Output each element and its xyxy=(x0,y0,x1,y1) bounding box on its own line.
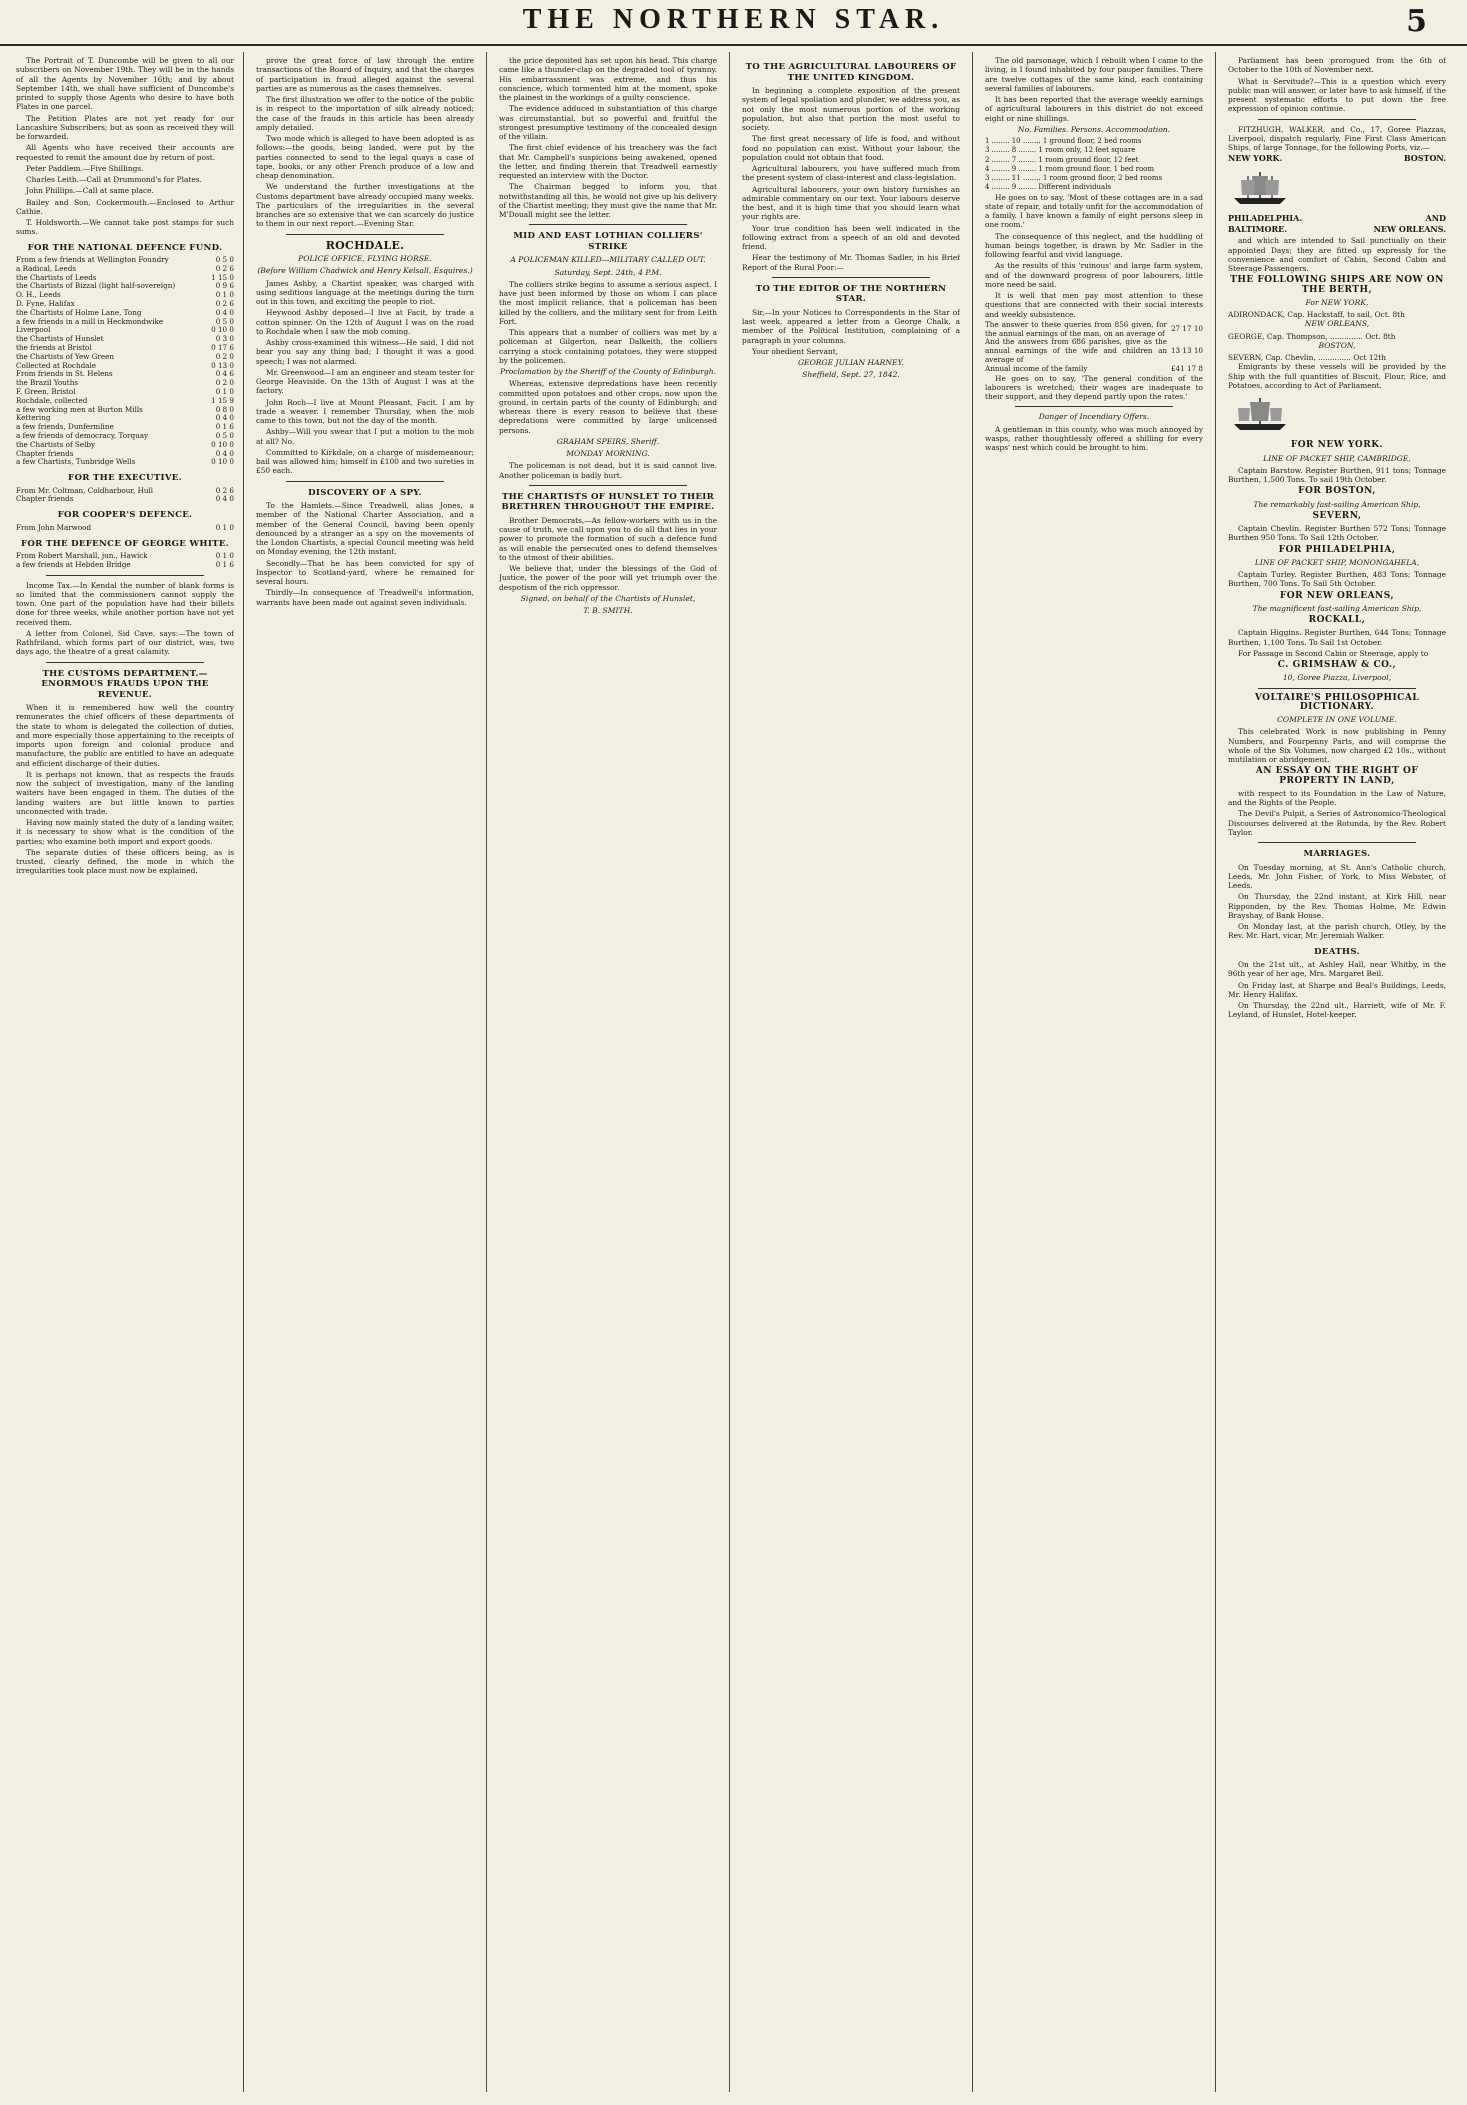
row-amount: 0 2 6 xyxy=(215,298,234,308)
paragraph: What is Servitude?—This is a question which every public man will answer, or later have to ask himself, if the present systematic efforts to put down the free expression of opinion continue. xyxy=(1228,76,1446,114)
table-heading: No. Families. Persons. Accommodation. xyxy=(1017,124,1171,134)
row-amount: £41 17 8 xyxy=(1170,363,1203,373)
row-label: From Robert Marshall, jun., Hawick xyxy=(16,551,148,561)
ship-entry: ADIRONDACK, Cap. Hackstaff, to sail, Oct. 8th xyxy=(1228,310,1405,319)
paragraph: The policeman is not dead, but it is said cannot live. Another policeman is badly hurt. xyxy=(499,461,717,480)
article-heading: TO THE AGRICULTURAL LABOURERS OF THE UNITED KINGDOM. xyxy=(745,62,957,83)
row-amount: 0 4 0 xyxy=(215,413,234,423)
paragraph: The first great necessary of life is food, and without food no population can exist. Without your labour, the population could not obtain that food. xyxy=(742,134,960,162)
column-1 xyxy=(16,56,234,2086)
advertisement: FITZHUGH, WALKER, and Co., 17, Goree Piazzas, Liverpool, dispatch regularly, Fine First Class American Ships, of large Tonnage, for the following Ports, viz.— xyxy=(1228,124,1446,152)
paragraph: Brother Democrats,—As fellow-workers with us in the cause of truth, we call upon you to do all that lies in your power to promote the formation of such a defence fund as will enable the persecuted ones to defend themselves to the utmost of their abilities. xyxy=(499,515,717,562)
ad-heading: FOR PHILADELPHIA, xyxy=(1278,544,1396,555)
paragraph: Whereas, extensive depredations have been recently committed upon potatoes and other crops, now upon the ground, in certain parts of the county of Edinburgh; and whereas there is every reason to believe that these depredations were committed by large unlicensed persons. xyxy=(499,379,717,435)
row-amount: 0 1 0 xyxy=(215,386,234,396)
sailing-ship-icon xyxy=(1228,168,1292,208)
section-heading: DEATHS. xyxy=(1314,946,1360,957)
advertisement: Captain Turley. Register Burthen, 483 Tons; Tonnage Burthen, 700 Tons. To Sail 5th October. xyxy=(1228,570,1446,589)
ship-list xyxy=(1228,298,1446,363)
article-heading: DISCOVERY OF A SPY. xyxy=(308,487,422,498)
paragraph: Committed to Kirkdale, on a charge of misdemeanour; bail was allowed him; himself in £100 and two sureties in £50 each. xyxy=(256,447,474,476)
table-row xyxy=(16,524,234,533)
article-heading: THE CHARTISTS OF HUNSLET TO THEIR BRETHREN THROUGHOUT THE EMPIRE. xyxy=(501,491,715,513)
advertisement: Emigrants by these vessels will be provided by the Ship with the full quantities of Biscuit, Flour, Rice, and Potatoes, according to Act of Parliament. xyxy=(1228,362,1446,390)
table-row: 4 ........ 9 ........ 1 room ground floor, 1 bed room xyxy=(985,164,1155,173)
row-label: From a few friends at Wellington Foundry xyxy=(16,255,169,264)
agent-address: 10, Goree Piazza, Liverpool, xyxy=(1282,673,1392,683)
table-row: 3 ........ 11 ........ 1 room ground floor, 2 bed rooms xyxy=(985,174,1163,182)
row-label: the Chartists of Bizzal (light half-sovereign) xyxy=(16,281,176,291)
row-label: Chapter friends xyxy=(16,494,74,504)
ad-heading: FOR NEW YORK. xyxy=(1290,440,1384,451)
paragraph: We understand the further investigations at the Customs department have already occupied many weeks. The particulars of the irregularities in the several branches are so extensive that we can scarcely do justice to them in our next report.—Evening Star. xyxy=(256,182,474,229)
paragraph: Ashby cross-examined this witness—He said, I did not bear you say any thing bad; I thought it was a good speech; I was not alarmed. xyxy=(256,338,474,366)
paragraph: A gentleman in this county, who was much annoyed by wasps, rather thoughtlessly offered a shilling for every wasps' nest which could be brought to him. xyxy=(985,424,1203,453)
notice: Peter Paddlem.—Five Shillings. xyxy=(26,163,144,173)
row-amount: 0 5 0 xyxy=(215,316,234,326)
port-name: AND xyxy=(1425,212,1446,223)
row-amount: 0 10 0 xyxy=(211,457,234,467)
row-amount: 13 13 10 xyxy=(1170,346,1203,356)
paragraph: Heywood Ashby deposed—I live at Facit, by trade a cotton spinner. On the 12th of August I was on the road to Rochdale when I saw the mob coming. xyxy=(256,308,474,336)
ship-entry: SEVERN, Cap. Chevlin, .............. Oct 12th xyxy=(1228,353,1386,362)
advertisement: Captain Barstow. Register Burthen, 911 tons; Tonnage Burthen, 1,500 Tons. To sail 19th October. xyxy=(1228,465,1446,484)
advertisement: For Passage in Second Cabin or Steerage, apply to xyxy=(1238,648,1429,658)
port-name: NEW YORK. xyxy=(1228,153,1283,164)
column-2 xyxy=(256,56,474,2086)
article-subheading: MONDAY MORNING. xyxy=(566,449,650,458)
dateline: Saturday, Sept. 24th, 4 P.M. xyxy=(554,267,662,277)
paragraph: The Petition Plates are not yet ready for our Lancashire Subscribers; but as soon as received they will be forwarded. xyxy=(16,113,234,141)
agent-name: C. GRIMSHAW & CO., xyxy=(1277,660,1397,670)
article-subheading: (Before William Chadwick and Henry Kelsall, Esquires.) xyxy=(257,266,473,276)
notice: On Friday last, at Sharpe and Beal's Buildings, Leeds, Mr. Henry Halifax. xyxy=(1228,980,1446,999)
column-rule xyxy=(486,52,487,2092)
advertisement: The Devil's Pulpit, a Series of Astronomico-Theological Discourses delivered at the Rotunda, by the Rev. Robert Taylor. xyxy=(1228,809,1446,837)
row-label: a few friends at Hebden Bridge xyxy=(16,559,131,569)
row-amount: 0 1 0 xyxy=(215,522,234,532)
advertisement: This celebrated Work is now publishing in Penny Numbers, and Fourpenny Parts, and will comprise the whole of the Six Volumes, now charged £2 10s., without mutilation or abridgement. xyxy=(1228,727,1446,764)
row-amount: 0 1 0 xyxy=(215,290,234,300)
table-row xyxy=(16,458,234,467)
row-amount: 0 8 0 xyxy=(215,404,234,414)
notice: On Monday last, at the parish church, Otley, by the Rev. Mr. Hart, vicar, Mr. Jeremiah Walker. xyxy=(1228,922,1446,941)
table-row: 1 ........ 10 ........ 1 ground floor, 2 bed rooms xyxy=(985,137,1142,145)
row-label: the Chartists of Selby xyxy=(16,439,96,449)
notice: On the 21st ult., at Ashley Hall, near Whitby, in the 96th year of her age, Mrs. Margaret Beil. xyxy=(1228,960,1446,979)
signature: GRAHAM SPEIRS, Sheriff. xyxy=(556,436,660,446)
paragraph: Sir,—In your Notices to Correspondents in the Star of last week, appeared a letter from a George Chalk, a member of the Political Institution, complaining of a paragraph in your columns. xyxy=(742,307,960,345)
column-rule xyxy=(972,52,973,2092)
divider xyxy=(529,224,687,225)
row-label: a Radical, Leeds xyxy=(16,263,77,273)
paragraph: When it is remembered how well the country remunerates the chief officers of these departments of the state to whom is delegated the collection of duties, and more especially those appertaining to the receipts of imports upon foreign and colonial produce and manufacture, the public are entitled to have an adequate and efficient discharge of their duties. xyxy=(16,703,234,768)
paragraph: To the Hamlets.—Since Treadwell, alias Jones, a member of the National Charter Association, and a member of the General Council, having been openly denounced by a stranger as a spy on the movements of the London Chartists, a special Council meeting was held on Monday evening, the 12th instant. xyxy=(256,501,474,557)
row-label: Annual income of the family xyxy=(985,363,1088,373)
row-amount: 0 9 6 xyxy=(215,281,234,291)
paragraph: The Portrait of T. Duncombe will be given to all our subscribers on November 19th. They will be in the hands of all the Agents by November 16th; and by about September 14th, we shall have sufficient of Duncombe's printed to supply those Agents who desire to have both Plates in one parcel. xyxy=(16,56,234,112)
row-label: the Brazil Youths xyxy=(16,378,79,388)
row-label: the Chartists of Holme Lane, Tong xyxy=(16,307,142,317)
row-amount: 0 13 0 xyxy=(211,360,234,370)
paragraph: In beginning a complete exposition of the present system of legal spoliation and plunder, we address you, as not only the most numerous portion of the working population, but also that portion the most useful to society. xyxy=(742,86,960,132)
paragraph: Two mode which is alleged to have been adopted is as follows:—the goods, being landed, were put by the parties connected to send to the legal quays a case of tape, books, or any other French produce of a low and cheap denomination. xyxy=(256,134,474,180)
divider xyxy=(1258,842,1416,843)
row-amount: 0 1 6 xyxy=(215,422,234,432)
paragraph: He goes on to say, 'Most of these cottages are in a sad state of repair, and totally unfit for the accommodation of a family. I have known a family of eight persons sleep in one room.' xyxy=(985,192,1203,230)
row-amount: 0 4 0 xyxy=(215,494,234,504)
notice: Bailey and Son, Cockermouth.—Enclosed to Arthur Cathie. xyxy=(16,197,234,216)
article-heading: THE CUSTOMS DEPARTMENT.—ENORMOUS FRAUDS UPON THE REVENUE. xyxy=(41,668,209,700)
subscription-list xyxy=(16,487,234,505)
row-amount: 0 1 0 xyxy=(215,551,234,561)
port-name: PHILADELPHIA. xyxy=(1228,212,1303,223)
ad-heading: THE FOLLOWING SHIPS ARE NOW ON THE BERTH, xyxy=(1230,275,1444,295)
section-heading: MARRIAGES. xyxy=(1303,849,1371,859)
advertisement: Captain Higgins. Register Burthen, 644 Tons; Tonnage Burthen, 1,100 Tons. To Sail 1st October. xyxy=(1228,628,1446,647)
row-amount: 0 4 0 xyxy=(215,307,234,317)
row-amount: 0 4 0 xyxy=(215,448,234,458)
column-3 xyxy=(499,56,717,2086)
table-row xyxy=(16,495,234,504)
row-amount: 0 10 0 xyxy=(211,325,234,335)
row-amount: 0 2 6 xyxy=(215,263,234,273)
row-amount: 0 17 6 xyxy=(211,342,234,352)
row-label: F. Green, Bristol xyxy=(16,386,76,396)
column-6 xyxy=(1228,56,1446,2086)
paragraph: As the results of this 'ruinous' and large farm system, and of the downward progress of poor labourers, little more need be said. xyxy=(985,261,1203,289)
row-label: From Mr. Coltman, Coldharbour, Hull xyxy=(16,485,154,495)
row-amount: 0 2 6 xyxy=(215,485,234,495)
paragraph: Hear the testimony of Mr. Thomas Sadler, in his Brief Report of the Rural Poor:— xyxy=(742,253,960,272)
paragraph: Mr. Greenwood—I am an engineer and steam tester for George Heaviside. On the 13th of August I was at the factory. xyxy=(256,367,474,396)
ad-heading: FOR NEW ORLEANS, xyxy=(1279,590,1395,601)
row-label: Rochdale, collected xyxy=(16,395,88,405)
paragraph: The first illustration we offer to the notice of the public is in respect to the importation of silk already noticed; the case of the frauds in this article has been already amply detailed. xyxy=(256,95,474,132)
exec-heading: FOR THE EXECUTIVE. xyxy=(68,473,182,484)
paragraph: All Agents who have received their accounts are requested to remit the amount due by return of post. xyxy=(16,143,234,162)
paragraph: Your obedient Servant, xyxy=(752,346,839,356)
paragraph: He goes on to say, 'The general condition of the labourers is wretched; their wages are inadequate to their support, and they depend partly upon the rates.' xyxy=(985,373,1203,402)
signature: Signed, on behalf of the Chartists of Hunslet, xyxy=(520,593,696,603)
budget-table xyxy=(985,321,1203,374)
table-row xyxy=(985,338,1203,364)
column-4 xyxy=(742,56,960,2086)
paragraph: Thirdly—In consequence of Treadwell's information, warrants have been made out against seven individuals. xyxy=(256,588,474,607)
column-5 xyxy=(985,56,1203,2086)
paragraph: Having now mainly stated the duty of a landing waiter, it is necessary to show what is the condition of the parties; who examine both import and export goods. xyxy=(16,818,234,846)
row-amount: 1 15 9 xyxy=(211,395,234,405)
notice: Charles Leith.—Call at Drummond's for Plates. xyxy=(26,175,202,184)
row-label: a few friends, Dunfermline xyxy=(16,422,114,432)
row-label: a few Chartists, Tunbridge Wells xyxy=(16,457,136,467)
table-row: 4 ........ 9 ........ Different individuals xyxy=(985,183,1112,192)
row-label: Liverpool xyxy=(16,325,51,335)
divider xyxy=(772,277,930,278)
advertisement: with respect to its Foundation in the Law of Nature, and the Rights of the People. xyxy=(1228,788,1446,807)
row-label: And the answers from 686 parishes, give as the annual earnings of the wife and children an average of xyxy=(985,337,1167,364)
signature: T. B. SMITH. xyxy=(583,606,633,615)
divider xyxy=(286,481,444,482)
row-label: the friends at Bristol xyxy=(16,342,92,352)
signature: GEORGE JULIAN HARNEY. xyxy=(797,358,905,367)
paragraph: the price deposited has set upon his head. This charge came like a thunder-clap on the degraded tool of tyranny. His embarrassment was extreme, and thus his conscience, which tormented him at the moment, spoke the plainest in the workings of a guilty conscience. xyxy=(499,56,717,102)
row-label: From John Marwood xyxy=(16,522,92,532)
ad-subheading: The magnificent fast-sailing American Ship, xyxy=(1252,603,1422,613)
ad-subheading: LINE OF PACKET SHIP, MONONGAHELA, xyxy=(1254,557,1420,567)
paragraph: The separate duties of these officers being, as is trusted, clearly defined, the mode in which the irregularities took place must now be explained. xyxy=(16,847,234,876)
table-row: 3 ........ 8 ........ 1 room only, 12 feet square xyxy=(985,146,1136,155)
paragraph: prove the great force of law through the entire transactions of the Board of Inquiry, and that the charges of participation in fraud alleged against the several parties are as numerous as the cases themselves. xyxy=(256,56,474,93)
row-label: D. Fyne, Halifax xyxy=(16,298,75,308)
divider xyxy=(46,662,204,663)
paragraph: Agricultural labourers, your own history furnishes an admirable commentary on our text. Your labours deserve the best, and it is high time that you should learn what your rights are. xyxy=(742,184,960,222)
divider xyxy=(286,234,444,235)
paragraph: A letter from Colonel, Sid Cave, says:—The town of Rathfriland, which forms part of our district, was, two days ago, the theatre of a great calamity. xyxy=(16,628,234,657)
paragraph: Agricultural labourers, you have suffered much from the present system of class-interest and class-legislation. xyxy=(742,164,960,183)
notice: On Thursday, the 22nd ult., Harriett, wife of Mr. F. Leyland, of Hunslet, Hotel-keeper. xyxy=(1228,1001,1446,1020)
article-subheading: Proclamation by the Sheriff of the County of Edinburgh. xyxy=(499,367,717,376)
column-rule xyxy=(1215,52,1216,2092)
paragraph: It has been reported that the average weekly earnings of agricultural labourers in this district do not exceed eight or nine shillings. xyxy=(985,95,1203,123)
article-subheading: POLICE OFFICE, FLYING HORSE. xyxy=(298,254,432,263)
row-label: the Chartists of Yew Green xyxy=(16,351,115,361)
paragraph: Secondly—That he has been convicted for spy of Inspector to Scotland-yard, where he remained for several hours. xyxy=(256,558,474,586)
cooper-heading: FOR COOPER'S DEFENCE. xyxy=(57,510,193,521)
ad-subheading: The remarkably fast-sailing American Ship, xyxy=(1253,499,1421,509)
table-row xyxy=(16,561,234,570)
port-row xyxy=(1228,225,1446,234)
table-row xyxy=(985,321,1203,339)
ship-name: SEVERN, xyxy=(1312,510,1362,521)
row-amount: 1 15 0 xyxy=(211,272,234,282)
port-name: NEW ORLEANS. xyxy=(1373,224,1446,234)
ship-destination: For NEW YORK, xyxy=(1305,297,1369,307)
divider xyxy=(1258,688,1416,689)
paragraph: The Chairman begged to inform you, that notwithstanding all this, he would not give up his delivery of the Chartist meeting; they must give the name that Mr. M'Douall might see the letter. xyxy=(499,182,717,219)
divider xyxy=(46,575,204,576)
row-label: Kettering xyxy=(16,413,51,423)
paragraph: It is perhaps not known, that as respects the frauds now the subject of investigation, many of the landing waiters have been engaged in them. The duties of the landing waiters are but little known to parties unconnected with trade. xyxy=(16,769,234,816)
paragraph: The colliers strike begins to assume a serious aspect. I have just been informed by those on whom I can place the most implicit reliance, that a policeman has been killed by the colliers, and the military sent for from Leith Fort. xyxy=(499,279,717,326)
row-label: Chapter friends xyxy=(16,448,74,458)
row-label: a few working men at Burton Mills xyxy=(16,404,143,414)
row-amount: 0 2 0 xyxy=(215,351,234,361)
row-amount: 27 17 10 xyxy=(1170,324,1203,334)
ship-destination: NEW ORLEANS, xyxy=(1304,319,1370,329)
row-amount: 0 5 0 xyxy=(215,430,234,440)
paragraph: The consequence of this neglect, and the huddling of human beings together, is drawn by Mr. Sadler in the following fearful and vivid language. xyxy=(985,231,1203,259)
article-heading: MID AND EAST LOTHIAN COLLIERS' STRIKE xyxy=(513,231,703,252)
white-heading: FOR THE DEFENCE OF GEORGE WHITE. xyxy=(21,538,229,549)
row-label: O. H., Leeds xyxy=(16,290,61,300)
row-amount: 0 1 6 xyxy=(215,559,234,569)
paragraph: The first chief evidence of his treachery was the fact that Mr. Campbell's suspicions being awakened, opened the letter, and finding therein that Treadwell earnestly requested an interview with the Doctor. xyxy=(499,143,717,180)
paragraph: Your true condition has been well indicated in the following extract from a speech of an old and devoted friend. xyxy=(742,223,960,251)
masthead xyxy=(0,0,1467,46)
subscription-list xyxy=(16,256,234,467)
row-label: a few friends in a mill in Heckmondwike xyxy=(16,316,164,326)
notice: On Tuesday morning, at St. Ann's Catholic church, Leeds, Mr. John Fisher, of York, to Miss Webster, of Leeds. xyxy=(1228,862,1446,890)
advertisement: Captain Chevlin. Register Burthen 572 Tons; Tonnage Burthen 950 Tons. To Sail 12th October. xyxy=(1228,524,1446,543)
ad-subheading: LINE OF PACKET SHIP, CAMBRIDGE, xyxy=(1263,453,1411,463)
article-heading: ROCHDALE. xyxy=(325,238,405,252)
table-row xyxy=(985,365,1203,374)
row-amount: 0 5 0 xyxy=(215,255,234,264)
paragraph: Parliament has been prorogued from the 6th of October to the 10th of November next. xyxy=(1228,56,1446,75)
newspaper-title: THE NORTHERN STAR. xyxy=(522,4,945,35)
subscription-list xyxy=(16,552,234,570)
divider xyxy=(1258,119,1416,120)
family-table xyxy=(985,137,1203,193)
notice: On Thursday, the 22nd instant, at Kirk Hill, near Ripponden, by the Rev. Thomas Holme, Mr. Edwin Brayshay, of Bank House. xyxy=(1228,892,1446,920)
paragraph: This appears that a number of colliers was met by a policeman at Gilgerton, near Dalkeith, the colliers carrying a stock containing potatoes, they were stopped by the policemen. xyxy=(499,328,717,365)
ad-heading: VOLTAIRE'S PHILOSOPHICAL DICTIONARY. xyxy=(1254,692,1420,712)
port-name: BOSTON. xyxy=(1403,153,1446,164)
row-label: From friends in St. Helens xyxy=(16,369,113,379)
paragraph: It is well that men pay most attention to these questions that are connected with their social interests and weekly subsistence. xyxy=(985,291,1203,319)
row-label: Collected at Rochdale xyxy=(16,360,97,370)
row-label: the Chartists of Leeds xyxy=(16,272,97,282)
article-heading: TO THE EDITOR OF THE NORTHERN STAR. xyxy=(755,283,947,305)
article-subheading: A POLICEMAN KILLED—MILITARY CALLED OUT. xyxy=(510,255,706,265)
row-label: The answer to these queries from 856 given, for the annual earnings of the man, on an average of xyxy=(985,319,1167,338)
port-name: BALTIMORE. xyxy=(1228,224,1287,234)
row-amount: 0 10 0 xyxy=(211,439,234,449)
row-amount: 0 2 0 xyxy=(215,378,234,388)
sailing-ship-icon xyxy=(1228,394,1292,434)
paragraph: The old parsonage, which I rebuilt when I came to the living, is I found inhabited by four pauper families. There are twelve cottages of the same kind, each containing several families of labourers. xyxy=(985,56,1203,93)
port-row xyxy=(1228,154,1446,163)
paragraph: John Roch—I live at Mount Pleasant, Facit. I am by trade a weaver. I remember Thursday, when the mob came to this town, but not the day of the month. xyxy=(256,397,474,425)
paragraph: We believe that, under the blessings of the God of Justice, the power of the poor will yet triumph over the despotism of the rich oppressor. xyxy=(499,564,717,592)
table-row: 2 ........ 7 ........ 1 room ground floor, 12 feet xyxy=(985,155,1139,164)
row-amount: 0 4 6 xyxy=(215,369,234,379)
paragraph: Ashby—Will you swear that I put a motion to the mob at all? No. xyxy=(256,427,474,446)
ship-entry: GEORGE, Cap. Thompson, .............. Oct. 8th xyxy=(1228,331,1396,341)
paragraph: Income Tax.—In Kendal the number of blank forms is so limited that the commissioners cannot supply the town. One part of the population have had their billets done for three weeks, while another portion have not yet received them. xyxy=(16,580,234,627)
column-rule xyxy=(729,52,730,2092)
article-subheading: Danger of Incendiary Offers. xyxy=(1038,412,1150,422)
ad-subheading: COMPLETE IN ONE VOLUME. xyxy=(1277,715,1397,724)
paragraph: James Ashby, a Chartist speaker, was charged with using seditious language at the meetings during the turn out in this town, and exciting the people to riot. xyxy=(256,278,474,306)
notice: T. Holdsworth.—We cannot take post stamps for such sums. xyxy=(16,218,234,237)
subscription-list xyxy=(16,524,234,533)
column-rule xyxy=(243,52,244,2092)
row-amount: 0 3 0 xyxy=(215,334,234,344)
ship-destination: BOSTON, xyxy=(1318,340,1356,350)
ad-heading: FOR BOSTON, xyxy=(1298,486,1376,497)
port-row xyxy=(1228,214,1446,223)
page-number: 5 xyxy=(1406,4,1427,39)
divider xyxy=(1015,406,1173,407)
ship-name: ROCKALL, xyxy=(1308,615,1366,625)
ad-heading: AN ESSAY ON THE RIGHT OF PROPERTY IN LAND, xyxy=(1255,766,1419,786)
dateline: Sheffield, Sept. 27, 1842. xyxy=(802,370,900,380)
fund-heading: FOR THE NATIONAL DEFENCE FUND. xyxy=(27,242,223,253)
divider xyxy=(529,485,687,486)
paragraph: The evidence adduced in substantiation of this charge was circumstantial, but so powerful and fruitful the strongest presumptive testimony of the concealed design of the villain. xyxy=(499,104,717,141)
row-label: the Chartists of Hunslet xyxy=(16,334,104,344)
notice: John Phillips.—Call at same place. xyxy=(26,186,154,196)
row-label: a few friends of democracy, Torquay xyxy=(16,430,149,440)
advertisement: and which are intended to Sail punctually on their appointed Days; they are fitted up expressly for the convenience and comfort of Cabin, Second Cabin and Steerage Passengers. xyxy=(1228,236,1446,273)
